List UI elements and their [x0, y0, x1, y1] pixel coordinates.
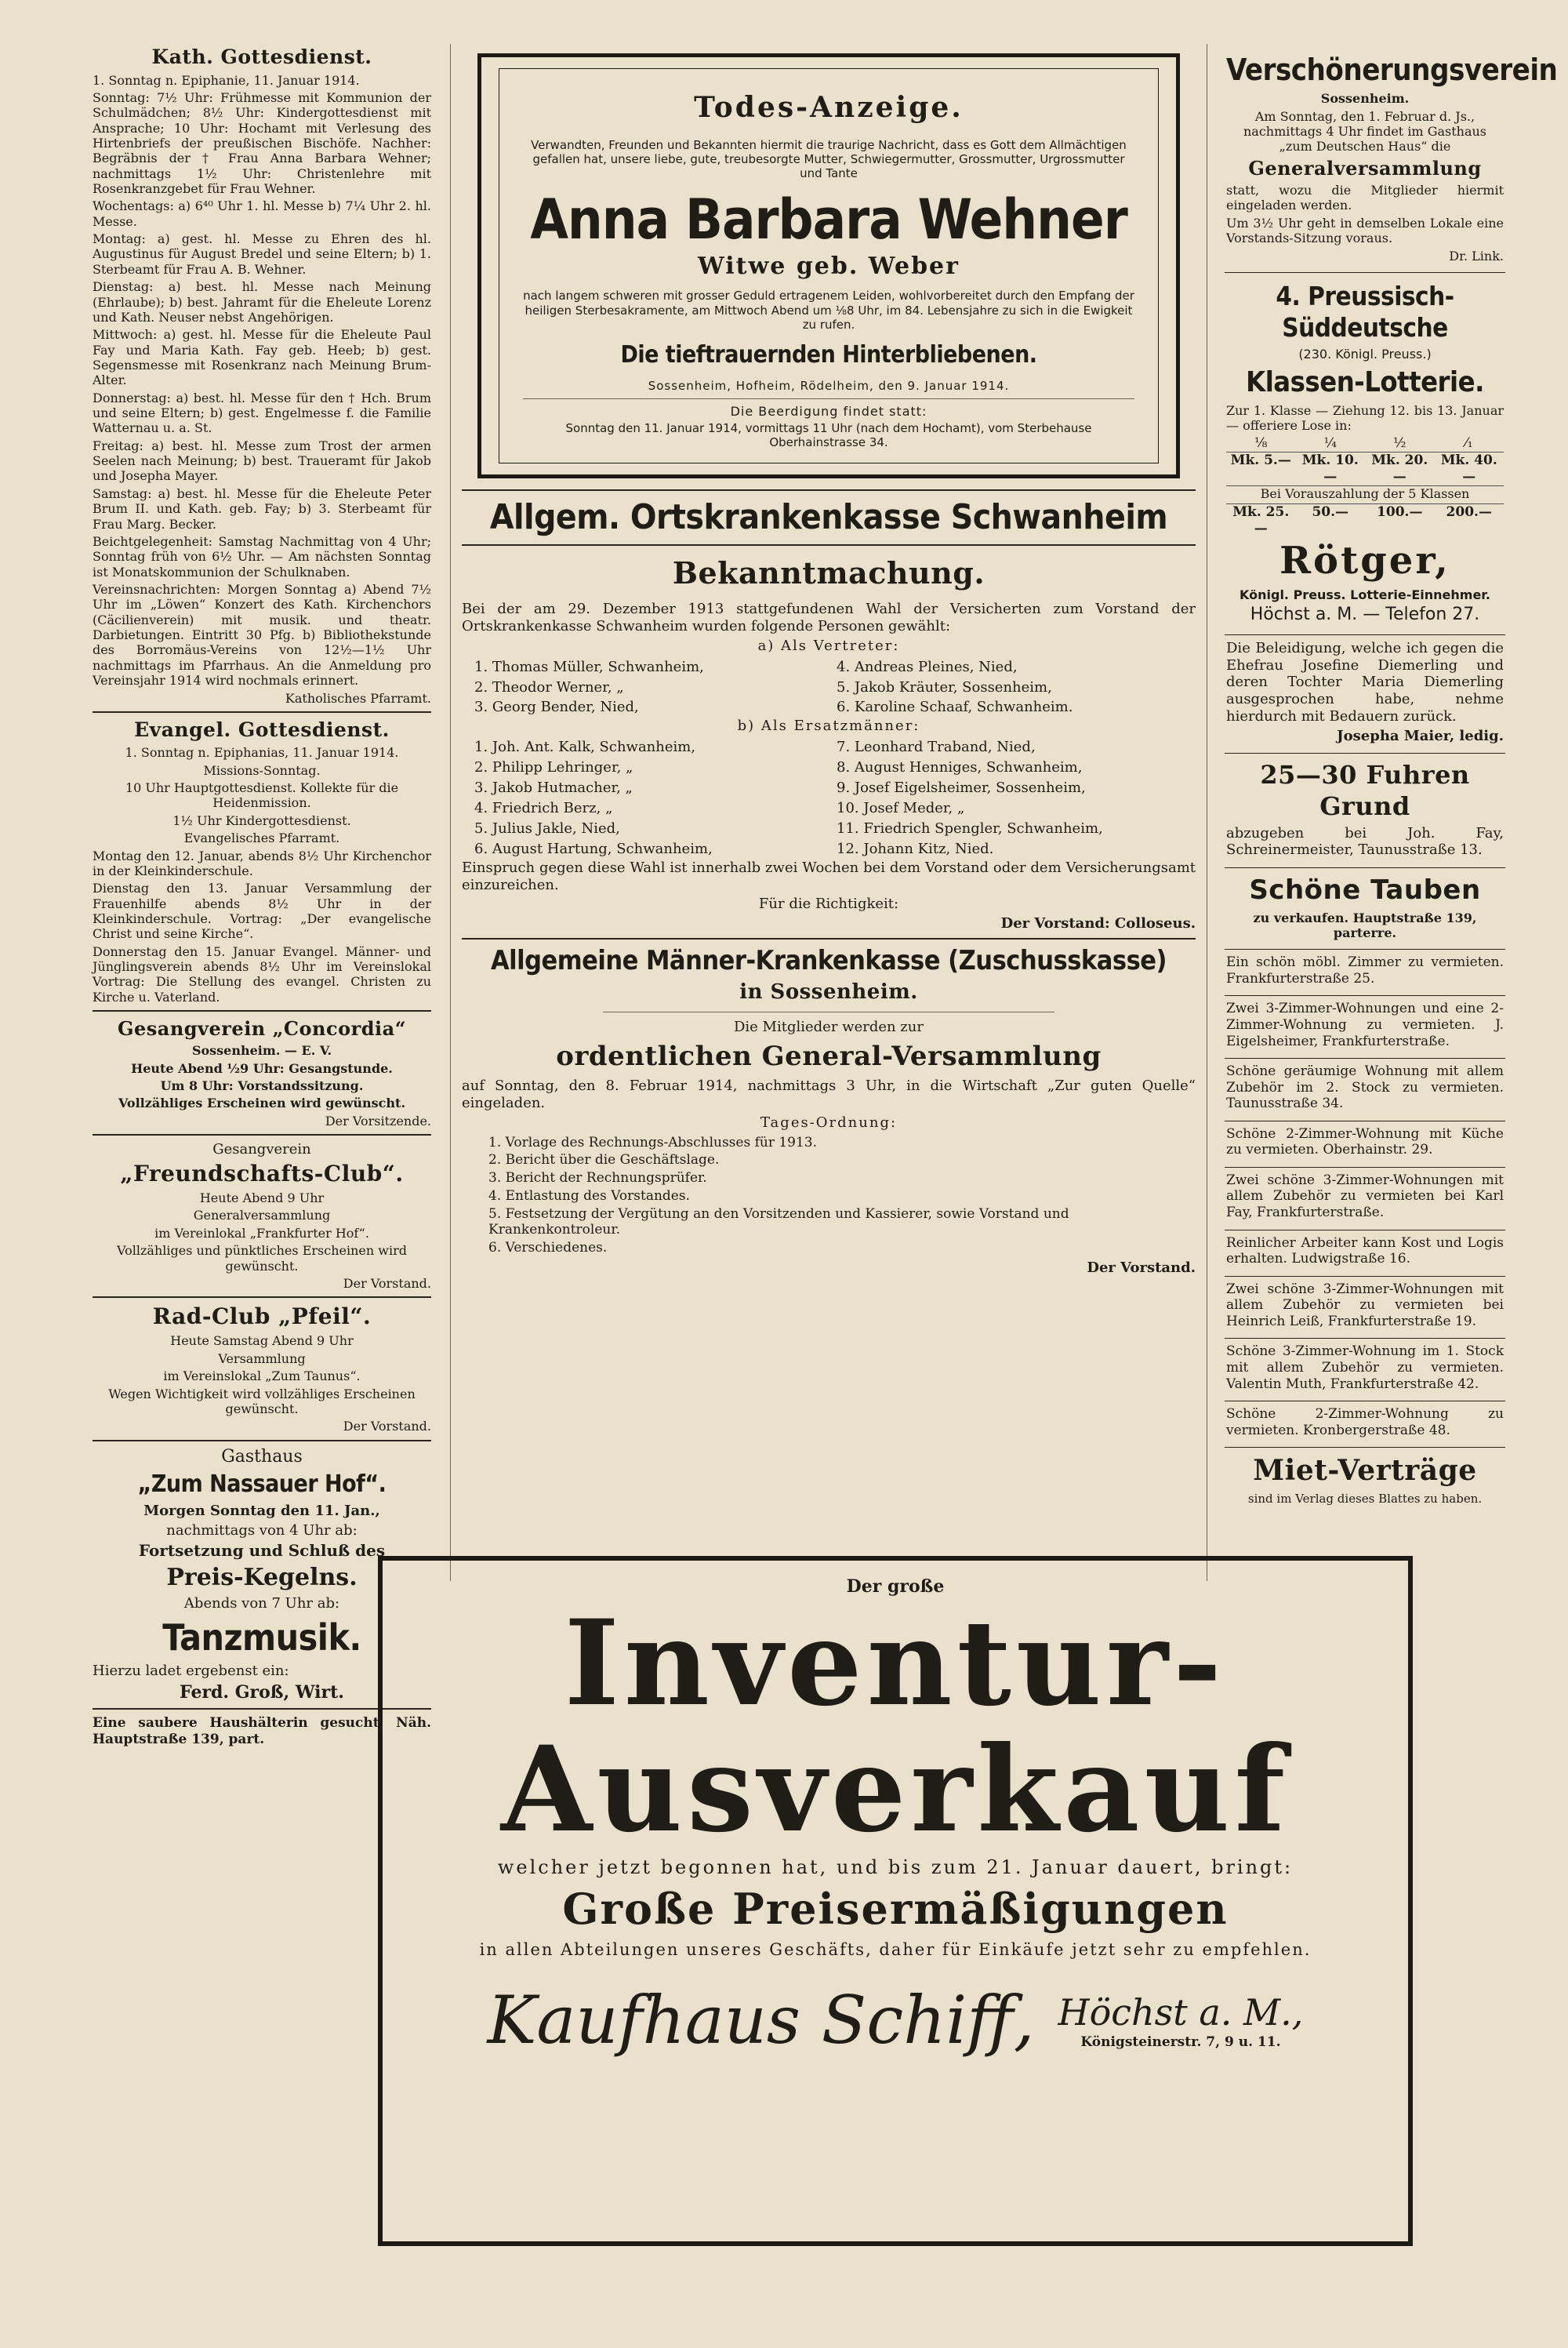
miet-title: Miet-Verträge [1253, 1454, 1477, 1488]
todes-date: Sonntag den 11. Januar 1914, vormittags 11 Uhr (nach dem Hochamt), vom Sterbehause Oberhainstrasse 34. [565, 420, 1092, 450]
okk-text: Bei der am 29. Dezember 1913 stattgefundenen Wahl der Versicherten zum Vorstand der Ortskrankenkasse Schwanheim wurden folgende Personen gewählt: [462, 601, 1196, 635]
fc-lines [93, 1190, 431, 1274]
amk-item: 2. Bericht über die Geschäftslage. [488, 1152, 720, 1169]
amk-item: 6. Verschiedenes. [488, 1240, 608, 1256]
miet-text: sind im Verlag dieses Blattes zu haben. [1247, 1492, 1483, 1507]
fuhren-text: abzugeben bei Joh. Fay, Schreinermeister, Taunusstraße 13. [1226, 824, 1504, 859]
classified-ad-text: Schöne 2-Zimmer-Wohnung zu vermieten. Kronbergerstraße 48. [1226, 1406, 1504, 1438]
amk-item: 4. Entlastung des Vorstandes. [488, 1187, 690, 1204]
fuhren-title: 25—30 Fuhren Grund [1260, 760, 1470, 821]
classified-ad-text: Ein schön möbl. Zimmer zu vermieten. Frankfurterstraße 25. [1226, 954, 1504, 987]
tauben-title: Schöne Tauben [1249, 874, 1481, 907]
concordia-line: Um 8 Uhr: Vorstandssitzung. [160, 1078, 364, 1094]
inv-location: Höchst a. M., [1058, 1991, 1304, 2034]
lot-fraction: ⁄₁ [1465, 435, 1473, 452]
right-column [1220, 44, 1558, 1514]
okk-vertreter-list [462, 657, 1196, 718]
lot-prices2 [1226, 503, 1504, 536]
lot-prices1 [1226, 452, 1504, 485]
okk-signature: Der Vorstand: Colloseus. [1000, 915, 1196, 932]
todes-text: Verwandten, Freunden und Bekannten hiermit die traurige Nachricht, dass es Gott dem Allmächtigen gefallen hat, unsere liebe, gute, treubesorgte Mutter, Schwiegermutter, Grossmutter, Urgrossmutter und Tante [531, 137, 1127, 181]
evang-paragraph: Donnerstag den 15. Januar Evangel. Männer- und Jünglingsverein abends 8½ Uhr im Vereinslokal Vortrag: Die Stellung des evangel. Christen zu Kirche u. Vaterland. [93, 943, 431, 1005]
kath-paragraph: Donnerstag: a) best. hl. Messe für den † Hch. Brum und seine Eltern; b) gest. Engelmesse f. die Familie Watternau u. a. St. [93, 390, 431, 436]
amk-item: 1. Vorlage des Rechnungs-Abschlusses für 1913. [488, 1134, 818, 1150]
okk-vertreter: 6. Karoline Schaaf, Schwanheim. [837, 699, 1073, 716]
classified-ad-text: Reinlicher Arbeiter kann Kost und Logis erhalten. Ludwigstraße 16. [1226, 1234, 1504, 1267]
kath-paragraph: Samstag: a) best. hl. Messe für die Eheleute Peter Brum II. und Kath. geb. Fay; b) 3. Sterbeamt für Frau Marg. Becker. [93, 485, 431, 532]
lot-name: Rötger, [1279, 539, 1450, 583]
inv-sub: welcher jetzt begonnen hat, und bis zum 21. Januar dauert, bringt: [497, 1856, 1294, 1878]
amk-items [488, 1135, 1196, 1256]
kath-body [93, 73, 431, 689]
beleidigung-signature: Josepha Maier, ledig. [1337, 727, 1504, 744]
okk-vertreter: 4. Andreas Pleines, Nied, [837, 658, 1018, 675]
kath-paragraph: Montag: a) gest. hl. Messe zu Ehren des hl. Augustinus für August Bredel und seine Eltern; b) 1. Sterbeamt für Frau A. B. Wehner. [93, 231, 431, 277]
okk-ersatz: 7. Leonhard Traband, Nied, [837, 739, 1036, 756]
fc-pre: Gesangverein [212, 1141, 311, 1158]
okk-ersatz: 3. Jakob Hutmacher, „ [474, 780, 633, 797]
fc-line: Generalversammlung [193, 1208, 331, 1223]
vv-text1: Am Sonntag, den 1. Februar d. Js., nachmittags 4 Uhr findet im Gasthaus „zum Deutschen Haus“ die [1243, 108, 1487, 154]
inv-pre: Der große [846, 1576, 945, 1597]
amk-generalversammlung: ordentlichen General-Versammlung [556, 1040, 1102, 1072]
classified-ad [1225, 1230, 1505, 1277]
lot-price: Mk. 20.— [1371, 453, 1428, 485]
okk-vertreter: 1. Thomas Müller, Schwanheim, [474, 658, 704, 675]
kath-paragraph: Mittwoch: a) gest. hl. Messe für die Eheleute Paul Fay und Maria Kath. Fay geb. Heeb; b) gest. Segensmesse mit Rosenkranz nach Meinung Brum-Alter. [93, 327, 431, 388]
tauben-text: zu verkaufen. Hauptstraße 139, parterre. [1253, 910, 1477, 940]
classified-ad [1225, 1401, 1505, 1448]
gh-title: „Zum Nassauer Hof“. [137, 1470, 387, 1499]
vv-title: Verschönerungsverein [1226, 53, 1558, 87]
kath-title: Kath. Gottesdienst. [151, 45, 372, 68]
amk-sub: in Sossenheim. [739, 980, 918, 1005]
rad-line: im Vereinslokal „Zum Taunus“. [163, 1368, 361, 1384]
amk-l1: Die Mitglieder werden zur [733, 1019, 924, 1036]
evang-line: Evangelisches Pfarramt. [183, 831, 340, 846]
gh-line4: Preis-Kegelns. [166, 1563, 358, 1591]
concordia-line: Vollzähliges Erscheinen wird gewünscht. [118, 1096, 406, 1111]
death-notice [499, 68, 1159, 463]
okk-ersatz: 1. Joh. Ant. Kalk, Schwanheim, [474, 739, 696, 756]
rad-signature: Der Vorstand. [343, 1419, 431, 1434]
okk-ersatz: 8. August Henniges, Schwanheim, [837, 759, 1083, 776]
middle-column [450, 44, 1207, 1581]
amk-tagesordnung: Tages-Ordnung: [760, 1114, 898, 1131]
okk-ersatz: 6. August Hartung, Schwanheim, [474, 840, 713, 857]
gh-line3: Fortsetzung und Schluß des [138, 1541, 386, 1561]
classified-ad [1225, 1121, 1505, 1168]
gh-pre: Gasthaus [221, 1446, 303, 1467]
okk-einspruch: Einspruch gegen diese Wahl ist innerhalb zwei Wochen bei dem Vorstand oder dem Versicherungsamt einzureichen. [462, 859, 1196, 893]
classified-ad [1225, 1168, 1505, 1230]
vv-signature: Dr. Link. [1449, 248, 1504, 264]
gh-signature: Ferd. Groß, Wirt. [180, 1681, 344, 1703]
classified-ad-text: Schöne 2-Zimmer-Wohnung mit Küche zu vermieten. Oberhainstr. 29. [1226, 1125, 1504, 1158]
okk-vertreter-head: a) Als Vertreter: [757, 637, 900, 654]
okk-title: Allgem. Ortskrankenkasse Schwanheim [489, 497, 1168, 538]
vv-gv: Generalversammlung [1248, 156, 1482, 180]
okk-vertreter: 3. Georg Bender, Nied, [474, 699, 639, 716]
housekeeper-ad: Eine saubere Haushälterin gesucht. Näh. Hauptstraße 139, part. [93, 1715, 431, 1747]
okk-vertreter: 5. Jakob Kräuter, Sossenheim, [837, 678, 1052, 696]
lot-price: 100.— [1377, 503, 1423, 520]
amk-item: 5. Festsetzung der Vergütung an den Vorsitzenden und Kassierer, sowie Vorstand und Krankenkontroleur. [488, 1205, 1069, 1238]
kath-paragraph: 1. Sonntag n. Epiphanie, 11. Januar 1914. [93, 72, 360, 88]
inv-heading2: Ausverkauf [500, 1720, 1290, 1859]
left-column [93, 44, 437, 1750]
lot-price: Mk. 10.— [1301, 453, 1359, 485]
classified-ad [1225, 950, 1505, 996]
kath-paragraph: Sonntag: 7½ Uhr: Frühmesse mit Kommunion der Schulmädchen; 8½ Uhr: Kindergottesdienst mit Ansprache; 10 Uhr: Hochamt mit Verlesung des Hirtenbriefs der preußischen Bischöfe. Nachher: Begräbnis der † Frau Anna Barbara Wehner; nachmittags 1½ Uhr: Christenlehre mit Rosenkranzgebet für Frau Wehner. [93, 89, 431, 197]
lot-sub: (230. Königl. Preuss.) [1298, 347, 1432, 362]
okk-ersatz-list [462, 737, 1196, 860]
kath-paragraph: Wochentags: a) 6⁴⁰ Uhr 1. hl. Messe b) 7¼ Uhr 2. hl. Messe. [93, 198, 431, 229]
vv-text2: statt, wozu die Mitglieder hiermit eingeladen werden. [1226, 183, 1504, 213]
gh-line1: Morgen Sonntag den 11. Jan., [143, 1502, 380, 1519]
lot-title: 4. Preussisch-Süddeutsche [1276, 280, 1454, 343]
concordia-lines [93, 1061, 431, 1111]
concordia-title: Gesangverein „Concordia“ [118, 1017, 406, 1041]
todes-place: Sossenheim, Hofheim, Rödelheim, den 9. Januar 1914. [648, 379, 1010, 394]
evang-line: 10 Uhr Hauptgottesdienst. Kollekte für die Heidenmission. [125, 780, 399, 811]
lot-price: 50.— [1312, 503, 1349, 520]
evang-title: Evangel. Gottesdienst. [134, 718, 390, 741]
gh-line7: Hierzu ladet ergebenst ein: [93, 1662, 289, 1679]
okk-richtigkeit: Für die Richtigkeit: [758, 896, 899, 913]
okk-ersatz-head: b) Als Ersatzmänner: [737, 718, 920, 735]
classified-ad-text: Zwei 3-Zimmer-Wohnungen und eine 2-Zimmer-Wohnung zu vermieten. J. Eigelsheimer, Frankfurterstraße. [1226, 1001, 1504, 1049]
todes-witwe: Witwe geb. Weber [698, 252, 960, 280]
vv-text3: Um 3½ Uhr geht in demselben Lokale eine Vorstands-Sitzung voraus. [1226, 215, 1504, 246]
classified-ad-text: Schöne geräumige Wohnung mit allem Zubehör im 2. Stock zu vermieten. Taunusstraße 34. [1226, 1063, 1504, 1112]
evang-paragraph: Montag den 12. Januar, abends 8½ Uhr Kirchenchor in der Kleinkinderschule. [93, 848, 431, 878]
todes-title: Todes-Anzeige. [694, 91, 964, 124]
concordia-signature: Der Vorsitzende. [325, 1113, 431, 1129]
inv-sub2: in allen Abteilungen unseres Geschäfts, daher für Einkäufe jetzt sehr zu empfehlen. [479, 1939, 1312, 1959]
evang-body [93, 849, 431, 1005]
classified-ad [1225, 996, 1505, 1059]
kath-paragraph: Beichtgelegenheit: Samstag Nachmittag von 4 Uhr; Sonntag früh von 6½ Uhr. — Am nächsten Sonntag ist Monatskommunion der Schulknaben. [93, 533, 431, 580]
lot-klassen: Klassen-Lotterie. [1246, 365, 1484, 398]
lot-price: 200.— [1446, 503, 1492, 520]
evang-paragraph: Dienstag den 13. Januar Versammlung der Frauenhilfe abends 8½ Uhr in der Kleinkinderschule. Vortrag: „Der evangelische Christ und seine Kirche“. [93, 881, 431, 942]
gh-tanzmusik: Tanzmusik. [162, 1616, 361, 1659]
amk-signature: Der Vorstand. [1087, 1259, 1196, 1276]
fc-signature: Der Vorstand. [343, 1275, 431, 1291]
fc-line: Heute Abend 9 Uhr [199, 1190, 325, 1206]
classified-ad [1225, 1059, 1505, 1121]
rad-line: Versammlung [218, 1350, 306, 1366]
okk-ersatz: 2. Philipp Lehringer, „ [474, 759, 633, 776]
fc-line: im Vereinlokal „Frankfurter Hof“. [154, 1225, 369, 1241]
okk-bekanntmachung: Bekanntmachung. [672, 554, 985, 591]
kath-signature: Katholisches Pfarramt. [285, 690, 431, 706]
classified-ad-text: Schöne 3-Zimmer-Wohnung im 1. Stock mit allem Zubehör zu vermieten. Valentin Muth, Frankfurterstraße 42. [1226, 1343, 1504, 1392]
rad-line: Heute Samstag Abend 9 Uhr [170, 1333, 354, 1349]
rad-line: Wegen Wichtigkeit wird vollzähliges Erscheinen gewünscht. [108, 1386, 416, 1416]
okk-ersatz: 11. Friedrich Spengler, Schwanheim, [837, 820, 1103, 837]
vv-sub: Sossenheim. [1320, 91, 1410, 107]
inv-kaufhaus: Kaufhaus Schiff, [487, 1982, 1035, 2059]
kath-paragraph: Vereinsnachrichten: Morgen Sonntag a) Abend 7½ Uhr im „Löwen“ Konzert des Kath. Kirchenchors (Cäcilienverein) mit musik. und theatr. Darbietungen. Eintritt 30 Pfg. b) Bibliothekstunde des Borromäus-Vereins von 12½—1½ Uhr nachmittags im Pfarrhaus. An die Anmeldung pro Vereinsjahr 1914 wird nochmals erinnert. [93, 582, 431, 689]
lot-price: Mk. 25.— [1232, 503, 1290, 536]
lot-fractions [1226, 435, 1504, 452]
okk-ersatz: 12. Johann Kitz, Nied. [837, 840, 994, 857]
okk-ersatz: 10. Josef Meder, „ [837, 800, 965, 817]
amk-l3: auf Sonntag, den 8. Februar 1914, nachmittags 3 Uhr, in die Wirtschaft „Zur guten Quelle“ eingeladen. [462, 1078, 1196, 1112]
concordia-line: Heute Abend ½9 Uhr: Gesangstunde. [131, 1060, 393, 1076]
kath-paragraph: Dienstag: a) best. hl. Messe nach Meinung (Ehrlaube); b) best. Jahramt für die Eheleute Lorenz und Kath. Neuser nebst Angehörigen. [93, 279, 431, 325]
okk-ersatz: 5. Julius Jakle, Nied, [474, 820, 620, 837]
classified-ad [1225, 1339, 1505, 1401]
lot-fraction: ½ [1393, 435, 1406, 452]
lot-fraction: ⅛ [1254, 435, 1268, 452]
fc-title: „Freundschafts-Club“. [120, 1160, 404, 1187]
okk-vertreter: 2. Theodor Werner, „ [474, 678, 624, 696]
lot-price: Mk. 40.— [1440, 453, 1497, 485]
amk-item: 3. Bericht der Rechnungsprüfer. [488, 1170, 707, 1187]
inv-heading1: Inventur- [564, 1594, 1227, 1732]
inventur-ad [378, 1556, 1413, 2246]
okk-ersatz: 9. Josef Eigelsheimer, Sossenheim, [837, 780, 1086, 797]
lot-fraction: ¼ [1323, 435, 1337, 452]
okk-ersatz: 4. Friedrich Berz, „ [474, 800, 613, 817]
classified-ad-text: Zwei schöne 3-Zimmer-Wohnungen mit allem Zubehör zu vermieten bei Karl Fay, Frankfurterstraße. [1226, 1172, 1504, 1221]
lot-text: Zur 1. Klasse — Ziehung 12. bis 13. Januar — offeriere Lose in: [1226, 402, 1504, 433]
todes-beerdigung: Die Beerdigung findet statt: [730, 403, 927, 419]
evang-line: 1½ Uhr Kindergottesdienst. [172, 812, 351, 828]
evang-line: Missions-Sonntag. [203, 762, 321, 778]
concordia-sub: Sossenheim. — E. V. [191, 1043, 332, 1059]
rad-lines [93, 1333, 431, 1416]
rad-title: Rad-Club „Pfeil“. [152, 1303, 372, 1330]
lot-price: Mk. 5.— [1230, 453, 1291, 469]
amk-title: Allgemeine Männer-Krankenkasse (Zuschusskasse) [490, 944, 1167, 976]
lot-einnehmer: Königl. Preuss. Lotterie-Einnehmer. [1240, 587, 1490, 602]
classified-ad-text: Zwei schöne 3-Zimmer-Wohnungen mit allem Zubehör zu vermieten bei Heinrich Leiß, Frankfurterstraße 19. [1226, 1281, 1504, 1329]
kath-paragraph: Freitag: a) best. hl. Messe zum Trost der armen Seelen nach Meinung; b) best. Traueramt für Jakob und Josepha Mayer. [93, 438, 431, 484]
todes-name: Anna Barbara Wehner [530, 187, 1127, 253]
beleidigung: Die Beleidigung, welche ich gegen die Ehefrau Josefine Diemerling und deren Tochter Maria Diemerling ausgesprochen habe, nehme hierdurch mit Bedauern zurück. [1226, 639, 1504, 725]
inv-address: Königsteinerstr. 7, 9 u. 11. [1080, 2034, 1281, 2051]
classified-ad [1225, 1277, 1505, 1339]
fc-line: Vollzähliges und pünktliches Erscheinen wird gewünscht. [117, 1243, 407, 1274]
inv-footer [414, 1980, 1377, 2060]
inv-preisermaessigungen: Große Preisermäßigungen [562, 1883, 1229, 1934]
evang-line: 1. Sonntag n. Epiphanias, 11. Januar 1914. [125, 745, 399, 761]
gh-line5: Abends von 7 Uhr ab: [183, 1595, 340, 1612]
lot-hoechst: Höchst a. M. — Telefon 27. [1250, 605, 1480, 625]
todes-text2: nach langem schweren mit grosser Geduld ertragenem Leiden, wohlvorbereitet durch den Empfang der heiligen Sterbesakramente, am Mittwoch Abend um ⅛8 Uhr, im 84. Lebensjahre zu sich in die Ewigkeit zu rufen. [523, 289, 1134, 332]
death-notice-frame [477, 53, 1180, 478]
gh-line2: nachmittags von 4 Uhr ab: [166, 1521, 358, 1539]
classified-ads [1225, 950, 1505, 1448]
todes-hinterbliebene: Die tieftrauernden Hinterbliebenen. [620, 340, 1037, 369]
evang-header-lines [93, 745, 431, 845]
lot-vorauszahlung: Bei Vorauszahlung der 5 Klassen [1260, 485, 1470, 501]
